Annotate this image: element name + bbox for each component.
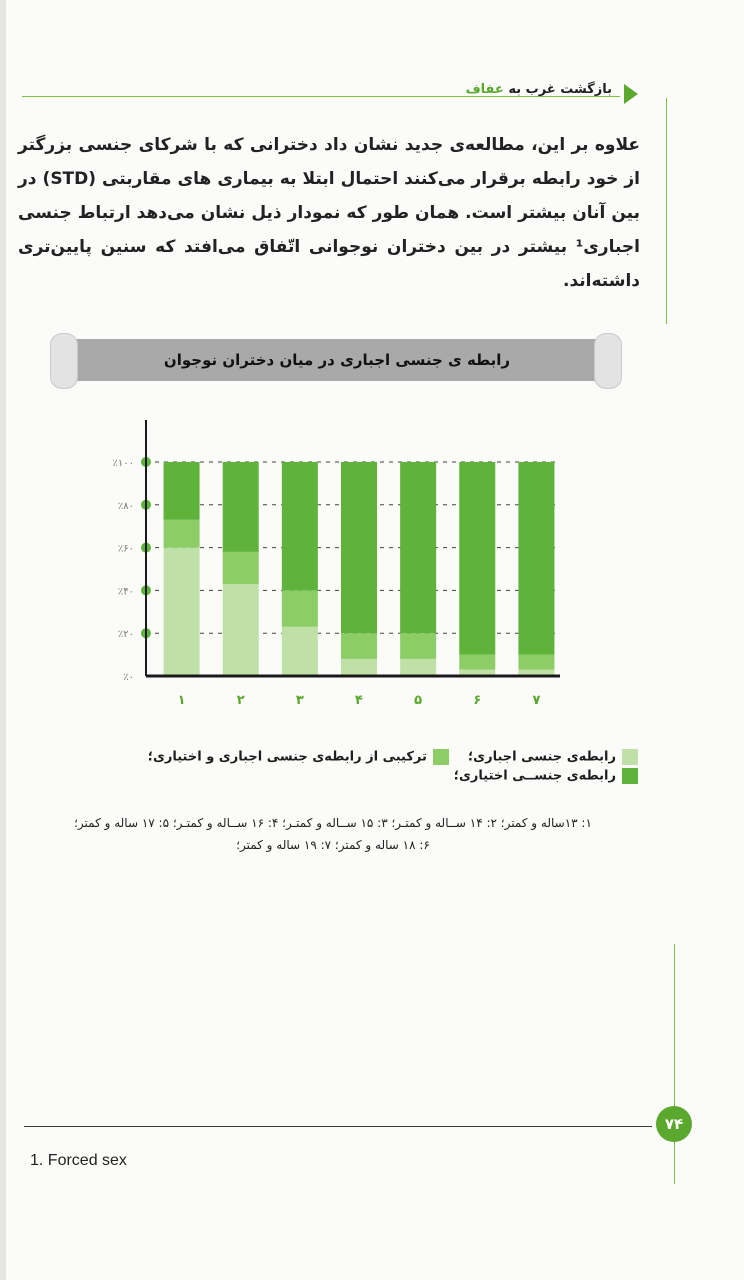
legend-label-voluntary: رابطه‌ی جنســی اختیاری؛	[453, 768, 616, 783]
bar-segment-3	[282, 462, 318, 590]
footnote-rule	[24, 1126, 652, 1127]
bar-segment-3	[459, 462, 495, 655]
x-tick-label: ۴	[355, 693, 363, 708]
bar-segment-2	[164, 520, 200, 548]
bar-segment-2	[223, 552, 259, 584]
y-tick-label: ٪۰	[123, 672, 134, 683]
legend-swatch-forced	[622, 749, 638, 765]
x-tick-label: ۵	[414, 693, 423, 708]
footnote: 1. Forced sex	[30, 1152, 127, 1169]
legend-label-combo: ترکیبی از رابطه‌ی جنسی اجباری و اختیاری؛	[147, 749, 427, 764]
book-spine-shadow	[0, 0, 6, 1280]
bar-segment-2	[459, 655, 495, 670]
bar-segment-3	[341, 462, 377, 633]
bar-segment-1	[341, 659, 377, 676]
bar-segment-1	[400, 659, 436, 676]
bar-segment-3	[400, 462, 436, 633]
legend-swatch-combo	[433, 749, 449, 765]
chart-title: رابطه ی جنسی اجباری در میان دختران نوجوان	[163, 351, 511, 369]
bar-segment-3	[223, 462, 259, 552]
header-title-prefix: بازگشت غرب به	[508, 82, 612, 97]
bar-segment-2	[341, 633, 377, 659]
bar-segment-2	[282, 590, 318, 626]
y-tick-label: ٪۶۰	[117, 543, 134, 555]
y-tick-label: ٪۱۰۰	[112, 458, 134, 469]
y-tick-label: ٪۲۰	[117, 629, 134, 641]
header-title-accent: عفاف	[465, 82, 504, 97]
bar-segment-3	[164, 462, 200, 520]
margin-rule-top	[666, 98, 667, 324]
x-tick-label: ۲	[236, 693, 245, 708]
legend-item-combo	[148, 749, 449, 765]
chart-bars	[164, 462, 555, 676]
stacked-bar-chart	[80, 410, 580, 720]
chart-legend	[18, 746, 638, 783]
y-tick-label: ٪۸۰	[117, 500, 134, 512]
bar-segment-1	[223, 584, 259, 676]
age-group-key	[40, 812, 626, 856]
bar-segment-3	[518, 462, 554, 655]
y-tick-label: ٪۴۰	[117, 586, 134, 598]
running-header	[466, 82, 612, 97]
legend-item-voluntary	[454, 768, 638, 784]
body-paragraph: علاوه بر این، مطالعه‌ی جدید نشان داد دخترانی که با شرکای جنسی بزرگتر از خود رابطه برقرار می‌کنند احتمال ابتلا به بیماری های مقاربتی (STD) در بین آنان بیشتر است. همان طور که نمودار ذیل نشان می‌دهد ارتباط جنسی اجباری¹ بیشتر در بین دختران نوجوانی اتّفاق می‌افتد که سنین پایین‌تری داشته‌اند.	[18, 135, 640, 291]
bar-segment-2	[518, 655, 554, 670]
header-tab-marker	[624, 84, 638, 104]
legend-swatch-voluntary	[622, 768, 638, 784]
page-number: ۷۴	[656, 1106, 692, 1142]
bar-segment-2	[400, 633, 436, 659]
age-key-line-2: ۶: ۱۸ ساله و کمتر؛ ۷: ۱۹ ساله و کمتر؛	[236, 838, 430, 852]
bar-segment-1	[282, 627, 318, 676]
legend-item-forced	[468, 749, 638, 765]
margin-rule-bottom	[674, 944, 675, 1184]
x-tick-label: ۷	[532, 693, 541, 708]
legend-label-forced: رابطه‌ی جنسی اجباری؛	[467, 749, 616, 764]
x-tick-label: ۳	[295, 693, 304, 708]
age-key-line-1: ۱: ۱۳ساله و کمتر؛ ۲: ۱۴ ســاله و کمتـر؛ ۳: ۱۵ ســاله و کمتـر؛ ۴: ۱۶ ســاله و کمتـر؛ ۵: ۱۷ ساله و کمتر؛	[74, 816, 592, 830]
x-tick-label: ۱	[177, 693, 186, 708]
x-tick-label: ۶	[473, 693, 482, 708]
bar-segment-1	[164, 548, 200, 676]
